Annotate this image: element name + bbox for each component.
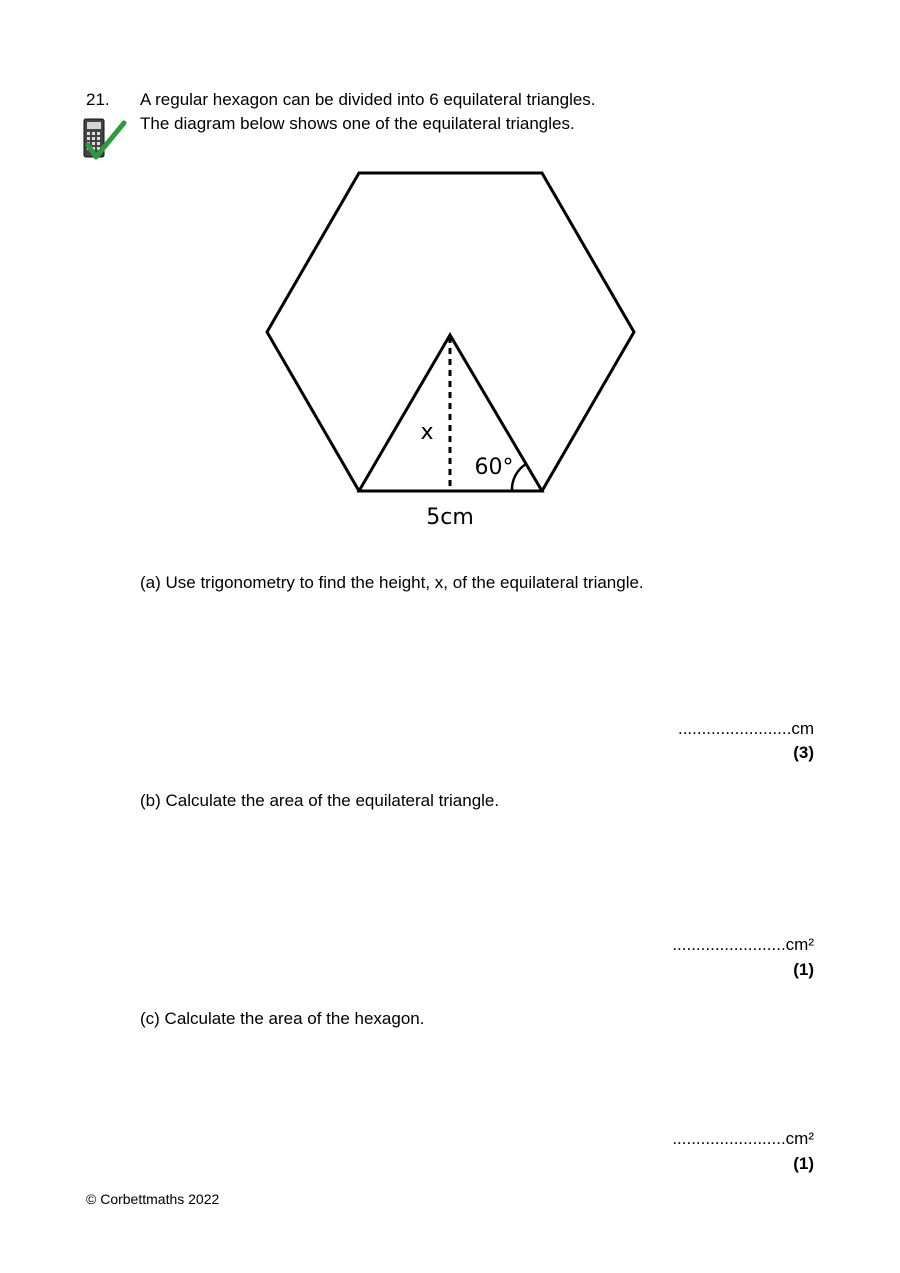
part-b-marks: (1): [793, 960, 814, 979]
part-c-question: (c) Calculate the area of the hexagon.: [140, 1009, 425, 1028]
hexagon-diagram: [240, 160, 660, 540]
part-b-answer-line[interactable]: ........................cm²: [672, 935, 814, 954]
hexagon-outline: [267, 173, 634, 491]
equilateral-triangle: [359, 335, 542, 491]
copyright-footer: © Corbettmaths 2022: [86, 1191, 220, 1207]
part-a-marks: (3): [793, 743, 814, 762]
base-label: 5cm: [426, 505, 474, 530]
part-b-question: (b) Calculate the area of the equilateral triangle.: [140, 791, 500, 810]
part-a-answer-line[interactable]: ........................cm: [677, 719, 814, 738]
question-number: 21.: [86, 90, 110, 109]
part-c-marks: (1): [793, 1154, 814, 1173]
part-c-answer-line[interactable]: ........................cm²: [672, 1129, 814, 1148]
angle-arc: [512, 464, 526, 491]
question-text-line1: A regular hexagon can be divided into 6 equilateral triangles.: [140, 90, 596, 109]
part-a-question: (a) Use trigonometry to find the height, x, of the equilateral triangle.: [140, 573, 644, 592]
question-text-line2: The diagram below shows one of the equilateral triangles.: [140, 114, 575, 133]
angle-label: 60°: [474, 455, 514, 480]
height-label: x: [420, 420, 434, 445]
calculator-allowed-icon: [82, 117, 128, 163]
